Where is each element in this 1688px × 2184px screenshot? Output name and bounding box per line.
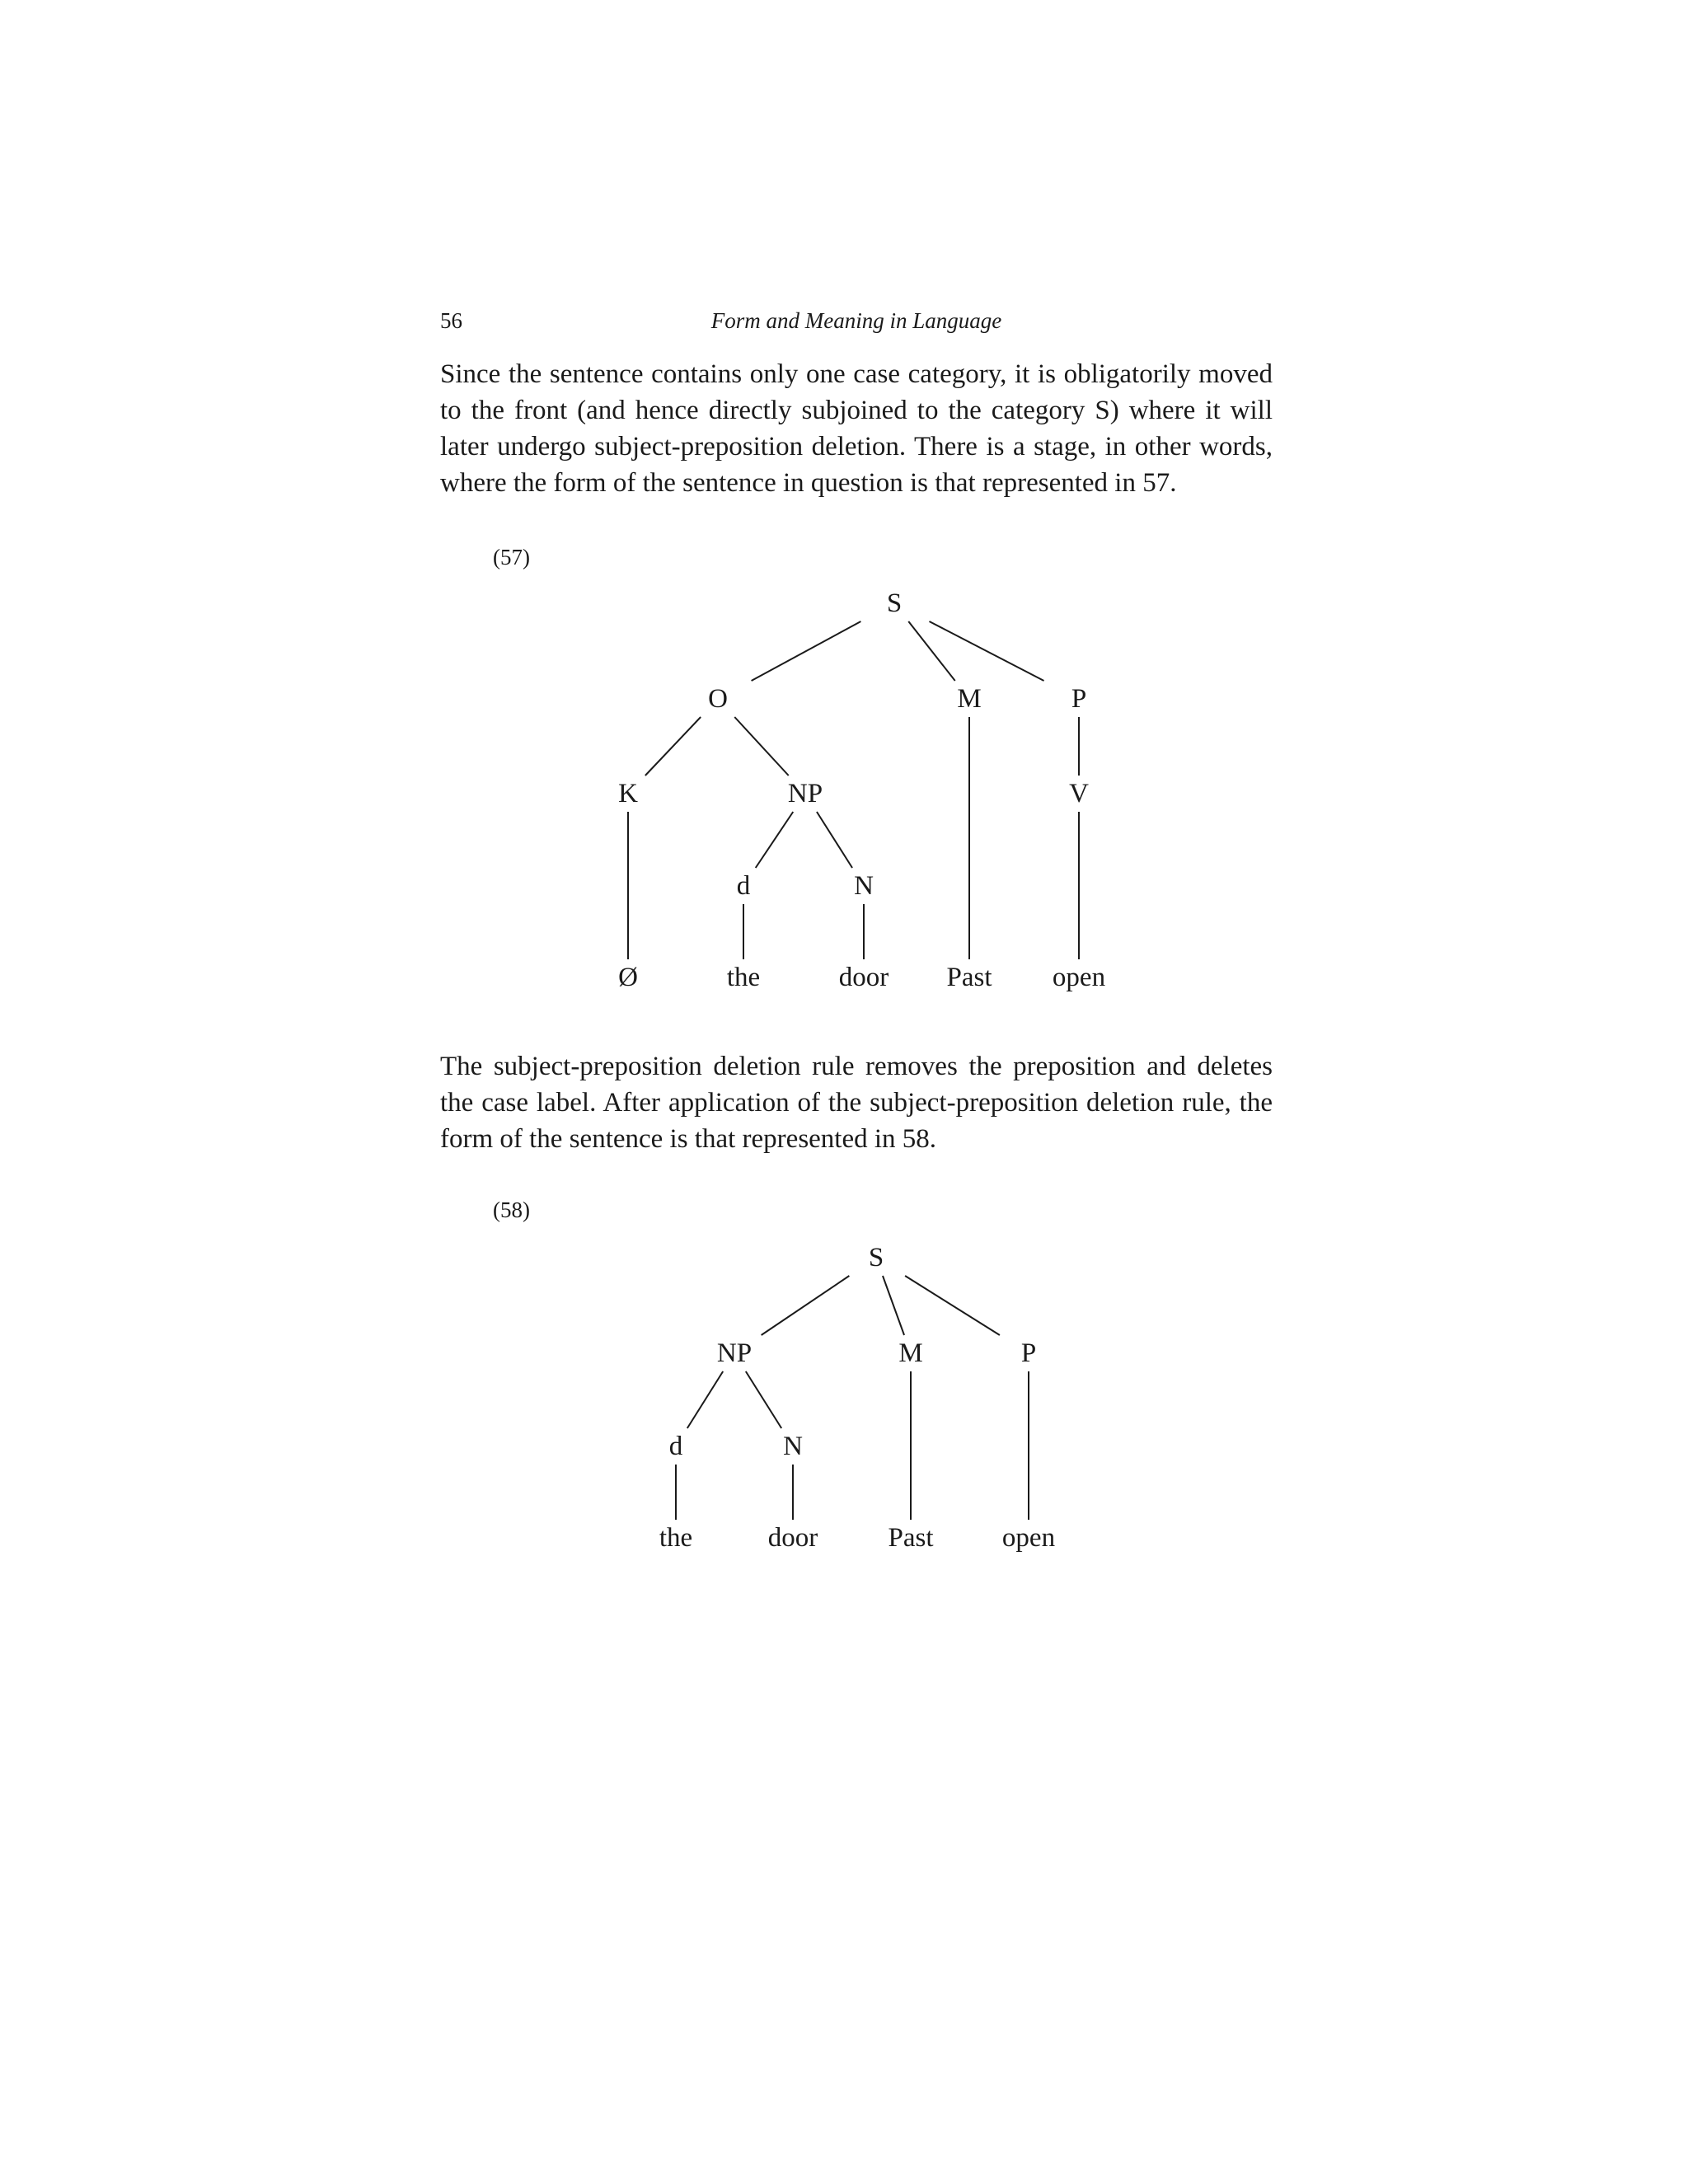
body-paragraph-2: The subject-preposition deletion rule removes the preposition and deletes the case label. After application of the subject-preposition deletion rule, the form of the sentence is that represented in 58. (440, 1052, 1273, 1154)
tree-node-np: NP (716, 1338, 753, 1368)
tree-node-s: S (868, 1243, 884, 1272)
tree-node-open: open (1001, 1523, 1056, 1553)
tree-edge-s-np (762, 1276, 850, 1335)
tree-node-door: door (838, 963, 889, 992)
tree-node-n: N (854, 871, 874, 901)
tree-node-d: d (668, 1432, 683, 1461)
tree-node-d: d (736, 871, 751, 901)
tree-edge-s-m (883, 1276, 904, 1335)
tree-node-m: M (957, 684, 982, 714)
tree-node-past: Past (888, 1523, 934, 1553)
running-head: Form and Meaning in Language (710, 308, 1002, 333)
tree-node-null: Ø (618, 963, 638, 992)
tree-node-door: door (767, 1523, 818, 1553)
body-paragraph-1: Since the sentence contains only one case category, it is obligatorily moved to the front (and hence directly subjoined to the category S) where it will later undergo subject-preposition deletion. There is a stage, in other words, where the form of the sentence in question is that represented in 57. (440, 359, 1273, 498)
tree-node-s: S (886, 588, 903, 618)
tree-node-n: N (783, 1432, 803, 1461)
example-label-58: (58) (493, 1197, 530, 1222)
page-number: 56 (440, 308, 462, 333)
tree-node-p: P (1071, 684, 1087, 714)
tree-node-past: Past (946, 963, 992, 992)
tree-node-k: K (618, 779, 638, 808)
tree-edge-s-p (905, 1276, 1000, 1335)
tree-node-the: the (726, 963, 761, 992)
tree-node-m: M (898, 1338, 923, 1368)
tree-node-v: V (1069, 779, 1089, 808)
tree-node-o: O (708, 684, 728, 714)
tree-node-the: the (659, 1523, 693, 1553)
example-label-57: (57) (493, 545, 530, 569)
tree-edge-np-d (687, 1371, 723, 1428)
tree-node-open: open (1052, 963, 1106, 992)
tree-edge-np-n (746, 1371, 781, 1428)
tree-node-p: P (1020, 1338, 1037, 1368)
tree-node-np: NP (787, 779, 823, 808)
